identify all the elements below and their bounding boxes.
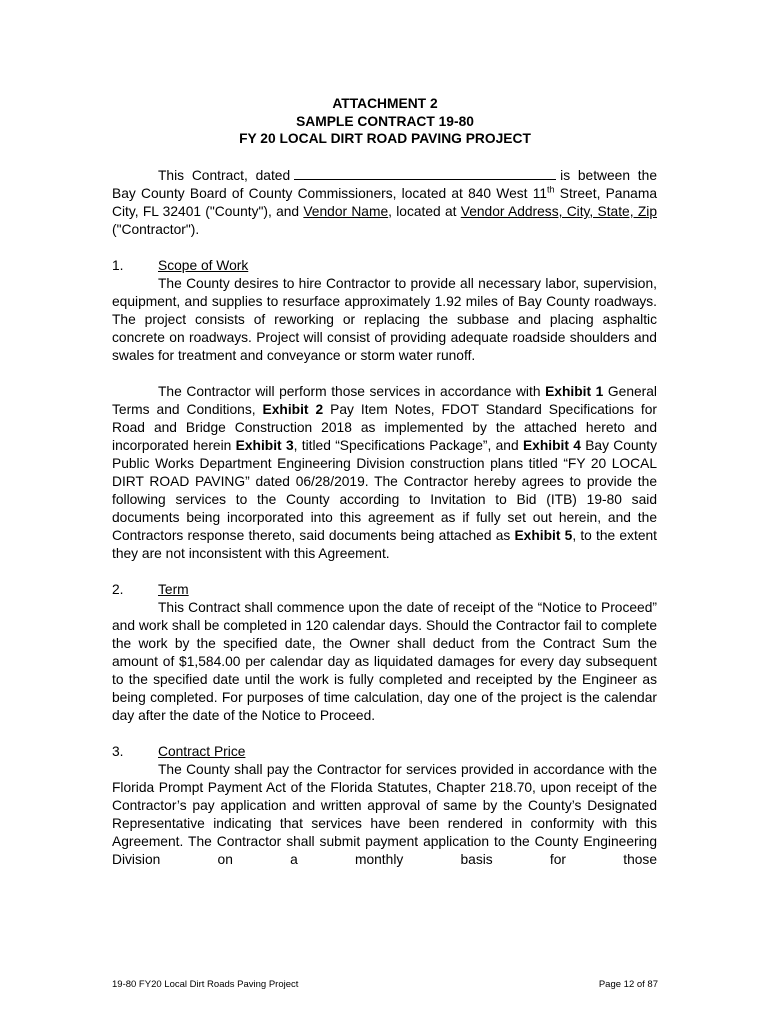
heading-project-title: FY 20 LOCAL DIRT ROAD PAVING PROJECT: [239, 131, 531, 146]
footer-document-title: 19-80 FY20 Local Dirt Roads Paving Project: [112, 979, 299, 990]
scope-text: General Terms and Conditions,: [112, 384, 657, 417]
scope-text: , titled “Specifications Package”, and: [293, 438, 523, 453]
section-3-heading: [112, 743, 657, 761]
page-footer: [112, 979, 658, 990]
section-1-paragraph-2: [112, 383, 657, 563]
vendor-address-placeholder: Vendor Address, City, State, Zip: [460, 204, 657, 219]
section-2-number: 2.: [112, 582, 124, 597]
exhibit-4-ref: Exhibit 4: [522, 438, 581, 453]
exhibit-5-ref: Exhibit 5: [514, 528, 573, 543]
intro-text-parties: is between the Bay County Board of County Commissioners, located at 840 West 11: [112, 168, 657, 201]
exhibit-2-ref: Exhibit 2: [262, 402, 324, 417]
exhibit-3-ref: Exhibit 3: [235, 438, 294, 453]
section-1-heading: [112, 257, 657, 275]
exhibit-1-ref: Exhibit 1: [545, 384, 604, 399]
intro-text-dated: This Contract, dated: [158, 168, 291, 183]
scope-text: Pay Item Notes, FDOT Standard Specifications for Road and Bridge Construction 2018 as implemented by the attached hereto and incorporated herein: [112, 402, 657, 453]
intro-paragraph: [112, 166, 657, 239]
scope-text: The Contractor will perform those services in accordance with: [158, 384, 546, 399]
date-blank-line: [294, 166, 556, 180]
section-2-heading: [112, 581, 657, 599]
intro-text-address: Street, Panama City, FL 32401 ("County"), and: [112, 186, 657, 219]
document-heading: [0, 95, 770, 148]
intro-text-contractor: ("Contractor").: [112, 222, 200, 237]
scope-text: , to the extent they are not inconsistent with this Agreement.: [112, 528, 657, 561]
document-body: [112, 166, 657, 869]
section-3-paragraph: The County shall pay the Contractor for services provided in accordance with the Florida Prompt Payment Act of the Florida Statutes, Chapter 218.70, upon receipt of the Contractor’s pay application and written approval of same by the County’s Designated Representative indicating that services have been rendered in conformity with this Agreement. The Contractor shall submit payment application to the County Engineering Division on a monthly basis for those: [112, 762, 657, 867]
section-1-paragraph-1: The County desires to hire Contractor to provide all necessary labor, supervision, equipment, and supplies to resurface approximately 1.92 miles of Bay County roadways. The project consists of reworking or replacing the subbase and placing asphaltic concrete on roadways. Project will consist of providing adequate roadside shoulders and swales for treatment and conveyance or storm water runoff.: [112, 276, 657, 363]
section-2-title: Term: [158, 582, 189, 597]
intro-text-located: , located at: [388, 204, 461, 219]
scope-text: Bay County Public Works Department Engineering Division construction plans titled “FY 20 LOCAL DIRT ROAD PAVING” dated 06/28/2019. The Contractor hereby agrees to provide the following services to the County according to Invitation to Bid (ITB) 19-80 said documents being incorporated into this agreement as if fully set out herein, and the Contractors response thereto, said documents being attached as: [112, 438, 658, 543]
section-3-title: Contract Price: [158, 744, 246, 759]
ordinal-suffix: th: [547, 184, 555, 195]
footer-page-number: Page 12 of 87: [598, 979, 658, 990]
section-1-title: Scope of Work: [158, 258, 249, 273]
section-3-number: 3.: [112, 744, 124, 759]
heading-contract-number: SAMPLE CONTRACT 19-80: [296, 113, 474, 129]
heading-attachment: ATTACHMENT 2: [332, 96, 438, 111]
vendor-name-placeholder: Vendor Name: [303, 204, 389, 219]
section-2-paragraph: This Contract shall commence upon the date of receipt of the “Notice to Proceed” and work shall be completed in 120 calendar days. Should the Contractor fail to complete the work by the specified date, the Owner shall deduct from the Contract Sum the amount of $1,584.00 per calendar day as liquidated damages for every day subsequent to the specified date until the work is fully completed and receipted by the Engineer as being completed. For purposes of time calculation, day one of the project is the calendar day after the date of the Notice to Proceed.: [112, 600, 657, 723]
section-1-number: 1.: [112, 258, 124, 273]
